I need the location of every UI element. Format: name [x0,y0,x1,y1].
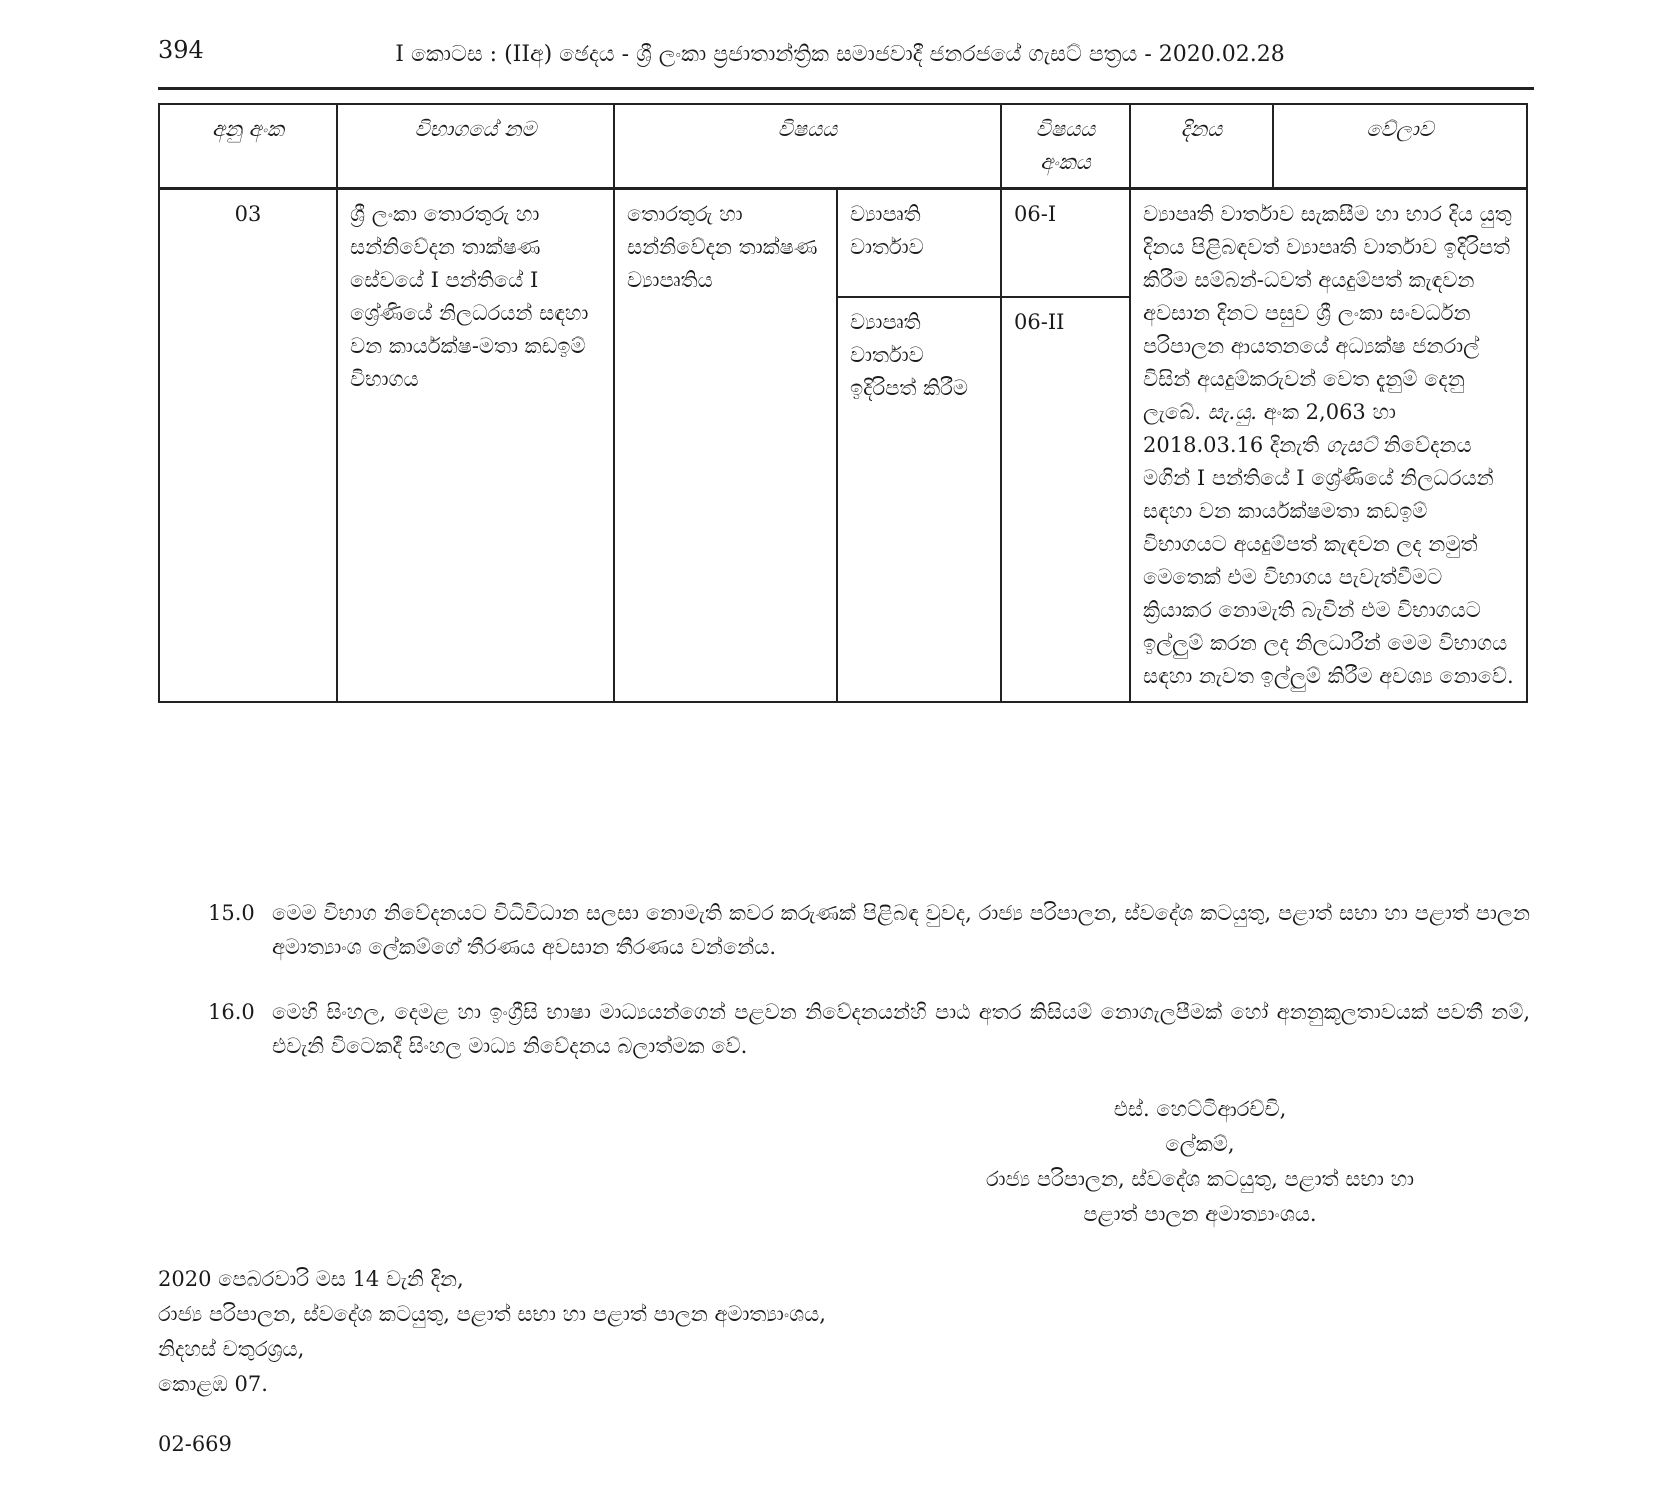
reference-number: 02-669 [158,1432,232,1456]
paragraph-text: මෙම විභාග නිවේදනයට විධිවිධාන සලසා නොමැති කවර කරුණක් පිළිබඳ වුවද, රාජ්‍ය පරිපාලන, ස්වදේශ කටයුතු, පළාත් සභා හා පළාත් පාලන අමාත්‍යාංශ ලේකම්ගේ තීරණය අවසාන තීරණය වන්නේය. [272,901,1530,959]
cell-sub1-name: ව්‍යාපෘති වාර්තාව [837,189,1001,298]
issue-date: 2020 පෙබරවාරි මස 14 වැනි දින, [158,1267,464,1291]
header-department: විභාගයේ නම [337,104,614,189]
remarks-note-label: සැ.යු. [1207,400,1257,424]
cell-department: ශ්‍රී ලංකා තොරතුරු හා සන්නිවේදන තාක්ෂණ සේවයේ I පන්තියේ I ශ්‍රේණියේ නිලධරයන් සඳහා වන කාර්යක්ෂ-මතා කඩඉම් විභාගය [337,189,614,703]
address-city: කොළඹ 07. [158,1372,268,1396]
remarks-gazette-word: ගැසට් [1325,433,1377,457]
header-time: වේලාව [1273,104,1527,189]
header-date: දිනය [1130,104,1273,189]
remarks-gazette-ref: අංක 2,063 හා 2018.03.16 දිනැති [1143,400,1396,457]
address-block [158,1262,826,1402]
header-serial: අනු අංක [159,104,337,189]
exam-schedule-table [158,103,1528,703]
signatory-title: ලේකම්, [1165,1132,1235,1156]
paragraph-16 [208,995,1530,1063]
cell-sub1-code: 06-I [1001,189,1130,298]
remarks-text: ව්‍යාපෘති වාර්තාව සැකසීම හා භාර දිය යුතු දිනය පිළිබඳවත් ව්‍යාපෘති වාර්තාව ඉදිරිපත් කිරීම සම්බන්-ධවත් අයදුම්පත් කැඳවන අවසාන දිනට පසුව ශ්‍රී ලංකා සංවර්ධන පරිපාලන ආයතනයේ අධ්‍යක්ෂ ජනරාල් විසින් අයදුම්කරුවන් වෙත දැනුම් දෙනු ලැබේ. [1143,202,1512,424]
remarks-text-2: නිවේදනය මගින් I පන්තියේ I ශ්‍රේණියේ නිලධරයන් සඳහා වන කාර්යක්ෂමතා කඩඉම් විභාගයට අයදුම්පත් කැඳවන ලද නමුත් මෙතෙක් එම විභාගය පැවැත්වීමට ක්‍රියාකර නොමැති බැවින් එම විභාගයට ඉල්ලුම් කරන ලද නිලධාරීන් මෙම විභාගය සඳහා නැවත ඉල්ලුම් කිරීම අවශ්‍ය නොවේ. [1143,433,1514,688]
header-subject-code: විෂයය අංකය [1001,104,1130,189]
signatory-ministry-line-2: පළාත් පාලන අමාත්‍යාංශය. [1083,1202,1317,1226]
running-header: I කොටස : (IIඅ) ඡෙදය - ශ්‍රී ලංකා ප්‍රජාතාන්ත්‍රික සමාජවාදී ජනරජයේ ගැසට් පත්‍රය - 2020.02.28 [395,42,1285,67]
signatory-name: එස්. හෙට්ටිආරච්චි, [1113,1097,1287,1121]
table-header-row [159,104,1527,189]
paragraph-number: 16.0 [208,1000,255,1024]
header-subject: විෂයය [614,104,1001,189]
header-rule [158,87,1534,90]
table-row [159,189,1527,298]
paragraph-number: 15.0 [208,901,255,925]
cell-serial: 03 [159,189,337,703]
cell-sub2-name: ව්‍යාපෘති වාර්තාව ඉදිරිපත් කිරීම [837,297,1001,702]
cell-sub2-code: 06-II [1001,297,1130,702]
address-location: නිදහස් චතුරශ්‍රය, [158,1337,305,1361]
page-number: 394 [158,36,204,64]
address-ministry: රාජ්‍ය පරිපාලන, ස්වදේශ කටයුතු, පළාත් සභා හා පළාත් පාලන අමාත්‍යාංශය, [158,1302,826,1326]
signatory-ministry-line-1: රාජ්‍ය පරිපාලන, ස්වදේශ කටයුතු, පළාත් සභා හා [985,1167,1415,1191]
signature-block [880,1092,1520,1232]
cell-remarks [1130,189,1527,703]
paragraph-text: මෙහි සිංහල, දෙමළ හා ඉංග්‍රීසි භාෂා මාධ්‍යයන්ගෙන් පළවන නිවේදනයන්හි පාඨ අතර කිසියම් නොගැලපීමක් හෝ අනනුකූලතාවයක් පවතී නම්, එවැනි විටෙකදී සිංහල මාධ්‍ය නිවේදනය බලාත්මක වේ. [272,1000,1530,1058]
cell-subject-main: තොරතුරු හා සන්නිවේදන තාක්ෂණ ව්‍යාපෘතිය [614,189,837,703]
paragraph-15 [208,896,1530,964]
